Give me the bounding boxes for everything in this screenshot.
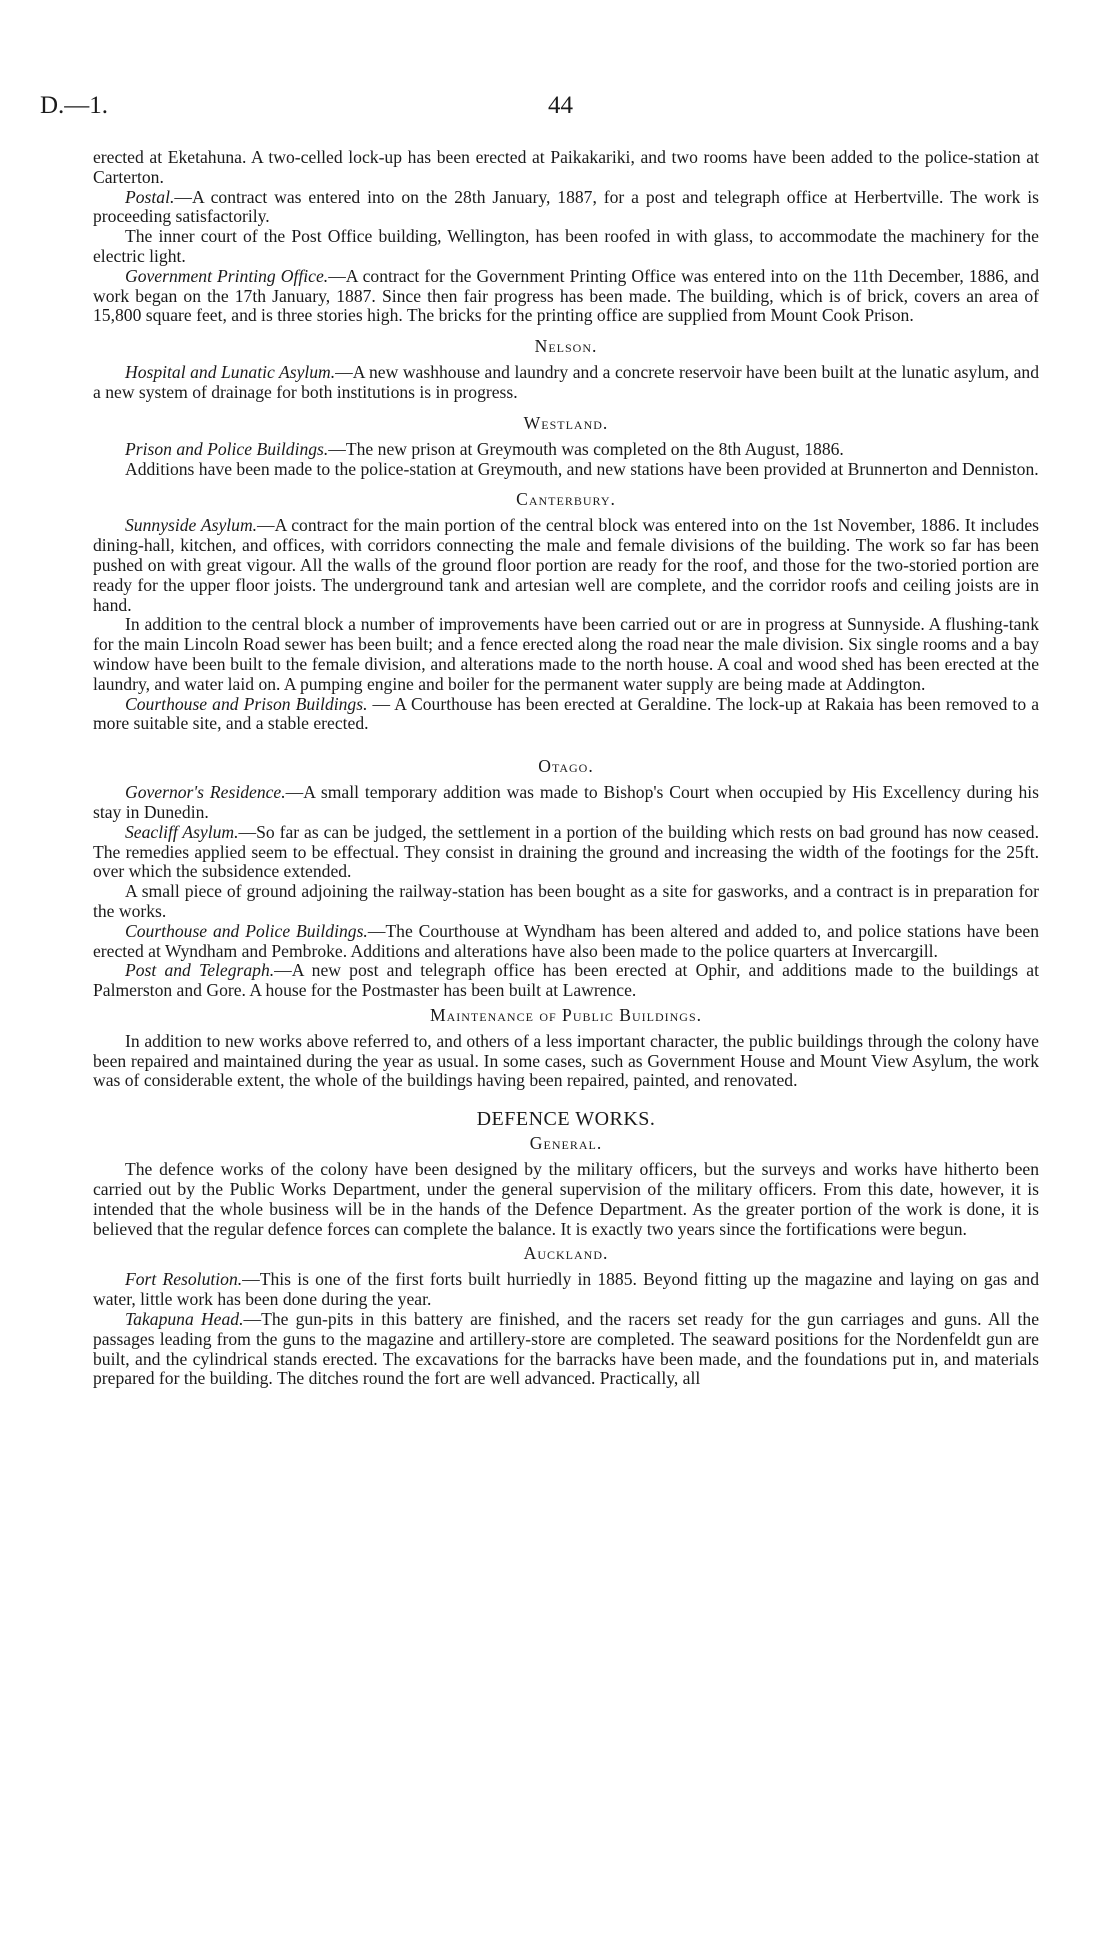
paragraph-text: —A contract was entered into on the 28th January, 1887, for a post and telegraph office at Herbertville. The work is proceeding satisfactorily. bbox=[93, 186, 1039, 227]
section-heading: Nelson. bbox=[534, 336, 598, 357]
paragraph-text: —A new post and telegraph office has been erected at Ophir, and additions made to the buildings at Palmerston and Gore. A house for the Postmaster has been built at Lawrence. bbox=[93, 960, 1039, 1001]
paragraph bbox=[93, 227, 1039, 267]
paragraph-lead: Courthouse and Police Buildings. bbox=[125, 920, 368, 941]
paragraph-text: —A small temporary addition was made to Bishop's Court when occupied by His Excellency during his stay in Dunedin. bbox=[93, 782, 1039, 822]
paragraph-lead: Government Printing Office. bbox=[125, 265, 329, 286]
paragraph-lead: Courthouse and Prison Buildings. bbox=[125, 693, 368, 714]
paragraph bbox=[93, 922, 1039, 962]
paragraph bbox=[93, 1160, 1039, 1239]
section-heading: Maintenance of Public Buildings. bbox=[429, 1004, 703, 1025]
paragraph-lead: Prison and Police Buildings. bbox=[125, 438, 329, 459]
paragraph bbox=[93, 783, 1039, 823]
paragraph bbox=[93, 961, 1039, 1001]
page-number: 44 bbox=[548, 92, 573, 119]
paragraph-text: —The gun-pits in this battery are finished, and the racers set ready for the gun carriages and guns. All the passages leading from the guns to the magazine and artillery-store are completed. The seaward positions for the Nordenfeldt gun are built, and the cylindrical stands erected. The excavations for the barracks have been made, and the foundations put in, and materials prepared for the building. The ditches round the fort are well advanced. Practically, all bbox=[93, 1309, 1040, 1389]
section-heading: Westland. bbox=[523, 412, 609, 433]
paragraph-text: A small piece of ground adjoining the railway-station has been bought as a site for gasworks, and a contract is in preparation for the works. bbox=[93, 881, 1039, 921]
paragraph bbox=[93, 267, 1039, 326]
paragraph-lead: Hospital and Lunatic Asylum. bbox=[125, 362, 336, 383]
document-reference: D.—1. bbox=[40, 92, 109, 119]
paragraph-text: Additions have been made to the police-station at Greymouth, and new stations have been provided at Brunnerton and Denniston. bbox=[125, 458, 1039, 479]
paragraph bbox=[93, 695, 1039, 735]
paragraph bbox=[93, 1032, 1039, 1091]
document-body bbox=[93, 148, 1039, 1389]
section-heading: Canterbury. bbox=[516, 489, 616, 510]
paragraph-text: In addition to the central block a number of improvements have been carried out or are in progress at Sunnyside. A flushing-tank for the main Lincoln Road sewer has been built; and a fence erected along the road near the male division. Six single rooms and a bay window have been built to the female division, and alterations made to the north house. A coal and wood shed has been erected at the laundry, and water laid on. A pumping engine and boiler for the permanent water supply are being made at Addington. bbox=[93, 614, 1039, 694]
paragraph-lead: Seacliff Asylum. bbox=[125, 821, 239, 842]
paragraph-text: —The Courthouse at Wyndham has been altered and added to, and police stations have been erected at Wyndham and Pembroke. Additions and alterations have also been made to the police quarters at Invercargill. bbox=[93, 920, 1039, 961]
paragraph-text: —A contract for the Government Printing Office was entered into on the 11th December, 1886, and work began on the 17th January, 1887. Since then fair progress has been made. The building, which is of brick, covers an area of 15,800 square feet, and is three stories high. The bricks for the printing office are supplied from Mount Cook Prison. bbox=[93, 265, 1039, 326]
paragraph bbox=[93, 1310, 1039, 1389]
paragraph-text: — A Courthouse has been erected at Geraldine. The lock-up at Rakaia has been removed to a more suitable site, and a stable erected. bbox=[93, 693, 1039, 734]
paragraph-text: The inner court of the Post Office building, Wellington, has been roofed in with glass, to accommodate the machinery for the electric light. bbox=[93, 226, 1039, 266]
paragraph-lead: Postal. bbox=[125, 186, 175, 207]
paragraph-lead: Governor's Residence. bbox=[125, 782, 286, 803]
paragraph-text: —This is one of the first forts built hurriedly in 1885. Beyond fitting up the magazine and laying on gas and water, little work has been done during the year. bbox=[93, 1269, 1039, 1310]
paragraph-lead: Fort Resolution. bbox=[125, 1269, 243, 1290]
paragraph-text: —A new washhouse and laundry and a concrete reservoir have been built at the lunatic asylum, and a new system of drainage for both institutions is in progress. bbox=[93, 362, 1039, 402]
paragraph bbox=[93, 188, 1039, 228]
paragraph-text: —A contract for the main portion of the central block was entered into on the 1st November, 1886. It includes dining-hall, kitchen, and offices, with corridors connecting the male and female divisions of the building. The work so far has been pushed on with great vigour. All the walls of the ground floor portion are ready for the roof, and those for the two-storied portion are ready for the upper floor joists. The underground tank and artesian well are complete, and the corridor roofs and ceiling joists are in hand. bbox=[93, 515, 1039, 615]
paragraph bbox=[93, 460, 1039, 480]
paragraph bbox=[93, 440, 1039, 460]
paragraph bbox=[93, 823, 1039, 882]
paragraph-text: —The new prison at Greymouth was completed on the 8th August, 1886. bbox=[328, 438, 844, 459]
paragraph-lead: Sunnyside Asylum. bbox=[125, 515, 258, 536]
paragraph-lead: Post and Telegraph. bbox=[125, 960, 275, 981]
paragraph bbox=[93, 363, 1039, 403]
main-heading: DEFENCE WORKS. bbox=[476, 1108, 656, 1131]
paragraph-text: erected at Eketahuna. A two-celled lock-up has been erected at Paikakariki, and two rooms have been added to the police-station at Carterton. bbox=[93, 147, 1039, 187]
paragraph bbox=[93, 882, 1039, 922]
section-heading: Auckland. bbox=[523, 1243, 609, 1264]
paragraph-lead: Takapuna Head. bbox=[125, 1309, 244, 1330]
paragraph-text: In addition to new works above referred to, and others of a less important character, the public buildings through the colony have been repaired and maintained during the year as usual. In some cases, such as Government House and Mount View Asylum, the work was of considerable extent, the whole of the buildings having been repaired, painted, and renovated. bbox=[93, 1030, 1039, 1091]
paragraph bbox=[93, 1270, 1039, 1310]
paragraph bbox=[93, 516, 1039, 615]
paragraph-text: The defence works of the colony have been designed by the military officers, but the surveys and works have hitherto been carried out by the Public Works Department, under the general supervision of the military officers. From this date, however, it is intended that the whole business will be in the hands of the Defence Department. As the greater portion of the work is done, it is believed that the regular defence forces can complete the balance. It is exactly two years since the fortifications were begun. bbox=[93, 1159, 1039, 1239]
paragraph-text: —So far as can be judged, the settlement in a portion of the building which rests on bad ground has now ceased. The remedies applied seem to be effectual. They consist in draining the ground and increasing the width of the footings for the 25ft. over which the subsidence extended. bbox=[93, 821, 1040, 882]
section-heading: Otago. bbox=[538, 756, 594, 777]
section-heading: General. bbox=[529, 1133, 603, 1154]
paragraph bbox=[93, 148, 1039, 188]
paragraph bbox=[93, 615, 1039, 694]
